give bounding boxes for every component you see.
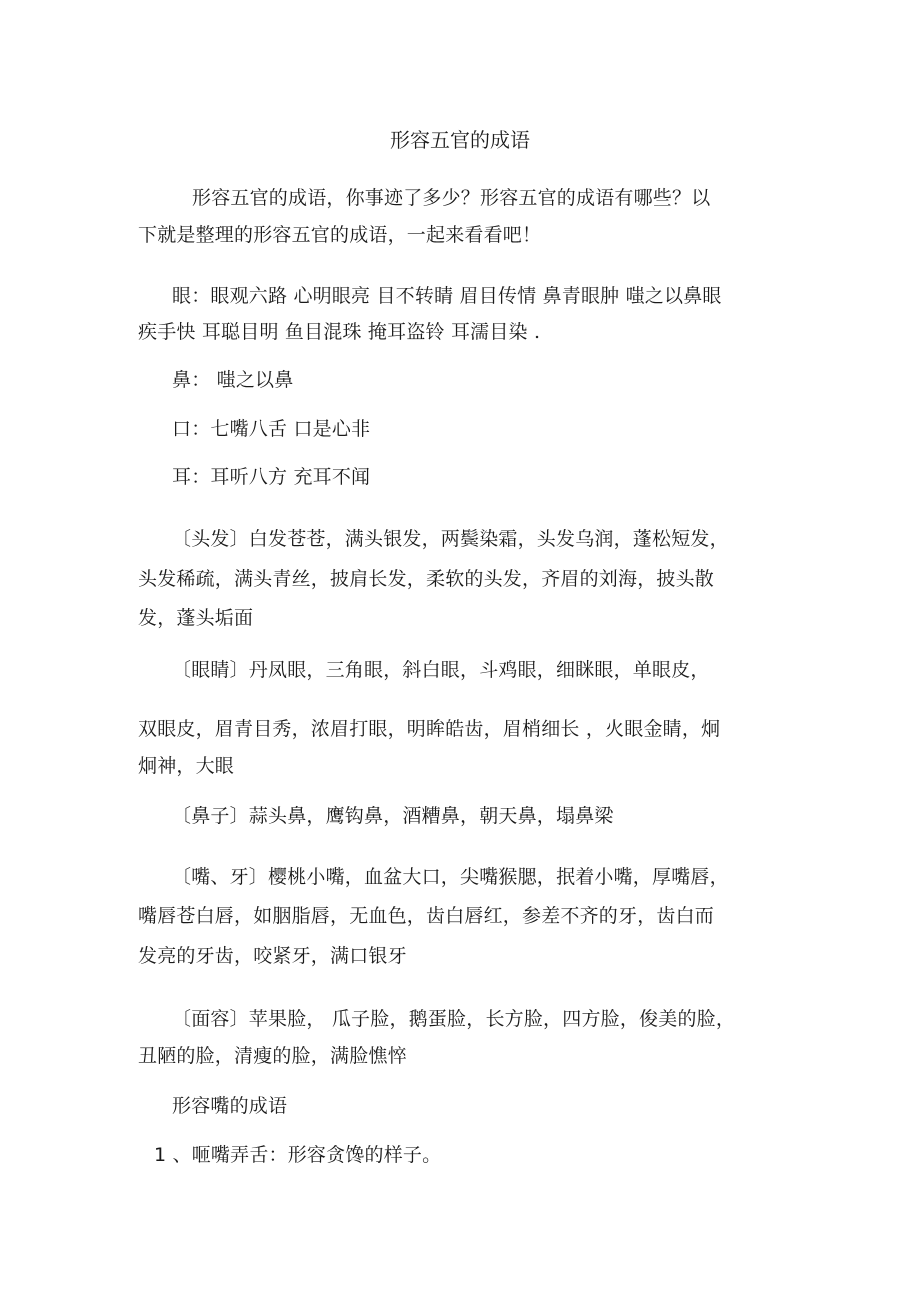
list-item-number: 1 — [154, 1144, 167, 1166]
face-line-2: 丑陋的脸，清瘦的脸，满脸憔悴 — [138, 1045, 407, 1067]
eye-idioms-line-2: 疾手快 耳聪目明 鱼目混珠 掩耳盗铃 耳濡目染 . — [138, 321, 541, 343]
document-title: 形容五官的成语 — [390, 128, 530, 152]
face-line-1: 〔面容〕苹果脸， 瓜子脸，鹅蛋脸，长方脸，四方脸，俊美的脸， — [172, 1008, 736, 1030]
mouth-teeth-line-3: 发亮的牙齿，咬紧牙，满口银牙 — [138, 945, 407, 967]
ear-idioms-line: 耳：耳听八方 充耳不闻 — [172, 466, 371, 488]
mouth-teeth-line-1: 〔嘴、牙〕樱桃小嘴，血盆大口，尖嘴猴腮，抿着小嘴，厚嘴唇， — [172, 866, 729, 888]
eyes-line-3: 炯神，大眼 — [138, 755, 235, 777]
nose-detail-line: 〔鼻子〕蒜头鼻，鹰钩鼻，酒糟鼻，朝天鼻，塌鼻梁 — [172, 805, 614, 827]
mouth-idioms-line: 口：七嘴八舌 口是心非 — [172, 418, 371, 440]
list-item-1 — [154, 1143, 441, 1167]
nose-idioms-line: 鼻： 嗤之以鼻 — [172, 369, 294, 391]
hair-line-3: 发，蓬头垢面 — [138, 607, 254, 629]
hair-line-1: 〔头发〕白发苍苍，满头银发，两鬓染霜，头发乌润，蓬松短发， — [172, 528, 729, 550]
eyes-line-1: 〔眼睛〕丹凤眼，三角眼，斜白眼，斗鸡眼，细眯眼，单眼皮， — [172, 659, 710, 681]
eye-idioms-line-1: 眼：眼观六路 心明眼亮 目不转睛 眉目传情 鼻青眼肿 嗤之以鼻眼 — [172, 285, 722, 307]
mouth-teeth-line-2: 嘴唇苍白唇，如胭脂唇，无血色，齿白唇红，参差不齐的牙，齿白而 — [138, 905, 715, 927]
mouth-idiom-heading: 形容嘴的成语 — [172, 1095, 288, 1117]
eyes-line-2: 双眼皮，眉青目秀，浓眉打眼，明眸皓齿，眉梢细长 ，火眼金睛，炯 — [138, 718, 721, 740]
hair-line-2: 头发稀疏，满头青丝，披肩长发，柔软的头发，齐眉的刘海，披头散 — [138, 568, 715, 590]
intro-line-2: 下就是整理的形容五官的成语，一起来看看吧！ — [138, 224, 542, 246]
intro-line-1: 形容五官的成语，你事迹了多少？形容五官的成语有哪些？以 — [192, 187, 711, 209]
list-item-text: 、咂嘴弄舌：形容贪馋的样子。 — [166, 1144, 442, 1166]
